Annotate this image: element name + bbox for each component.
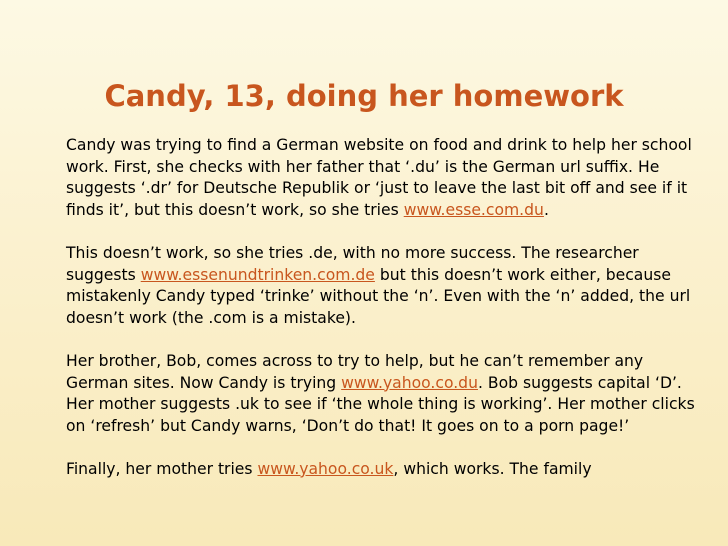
url-link-yahoo-uk[interactable]: www.yahoo.co.uk <box>257 459 394 478</box>
paragraph-text: Her brother, Bob, comes across to try to help, but he can’t remember any German sites. Now Candy is trying <box>66 351 644 392</box>
paragraph-4 <box>66 459 706 481</box>
paragraph-text: This doesn’t work, so she tries .de, with no more success. The researcher suggests <box>66 243 639 284</box>
paragraph-2 <box>66 243 706 329</box>
url-link-esse[interactable]: www.esse.com.du <box>403 200 544 219</box>
paragraph-3 <box>66 351 706 437</box>
paragraph-text: . Bob suggests capital ‘D’. Her mother suggests .uk to see if ‘the whole thing is working’. Her mother clicks on ‘refresh’ but Candy warns, ‘Don’t do that! It goes on to a porn page!’ <box>66 373 695 435</box>
paragraph-text: , which works. The family <box>393 459 592 478</box>
url-link-essenundtrinken[interactable]: www.essenundtrinken.com.de <box>140 265 375 284</box>
url-link-yahoo-du[interactable]: www.yahoo.co.du <box>341 373 478 392</box>
paragraph-text: Finally, her mother tries <box>66 459 258 478</box>
paragraph-text: . <box>543 200 549 219</box>
paragraph-text: Candy was trying to find a German website on food and drink to help her school work. First, she checks with her father that ‘.du’ is the German url suffix. He suggests ‘.dr’ for Deutsche Republik or ‘just to leave the last bit off and see if it finds it’, but this doesn’t work, so she tries <box>66 136 692 219</box>
paragraph-text: but this doesn’t work either, because mistakenly Candy typed ‘trinke’ without the ‘n’. Even with the ‘n’ added, the url doesn’t work (the .com is a mistake). <box>66 265 691 327</box>
slide-title: Candy, 13, doing her homework <box>104 79 624 113</box>
slide-body <box>66 135 706 502</box>
paragraph-1 <box>66 135 706 221</box>
